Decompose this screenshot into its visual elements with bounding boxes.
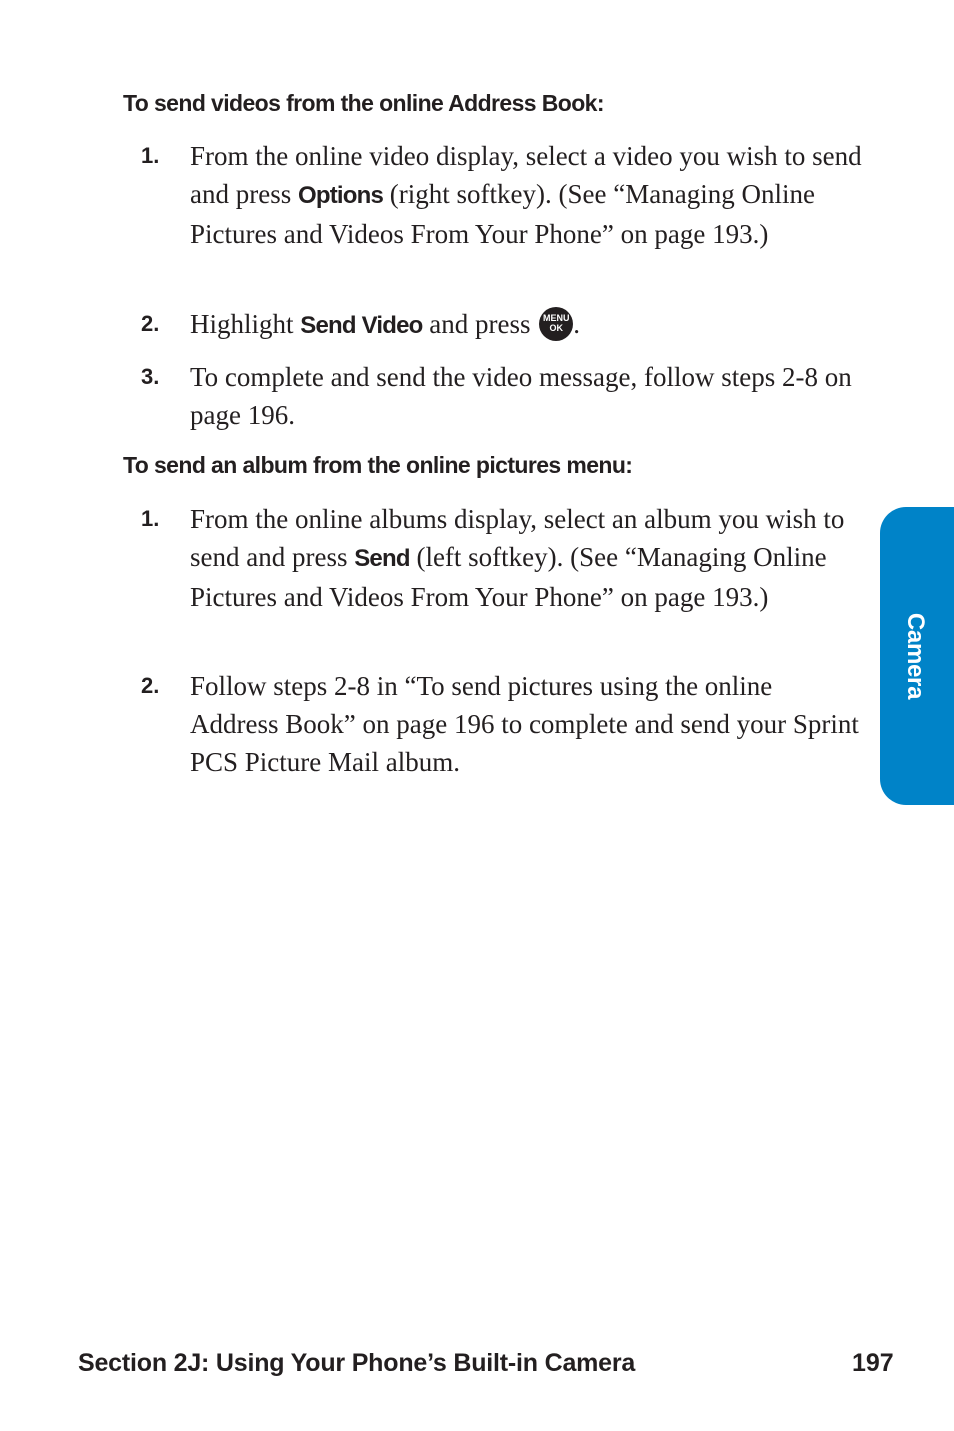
step-text-part: (right softkey). (See “Managing Online Pictures and Videos From Your Phone” on page 193.) [190,179,815,249]
step-number: 1. [141,143,160,168]
menu-item-send-video-label: Send Video [300,312,423,339]
step-text [190,137,862,253]
footer-page-number: 197 [852,1349,894,1377]
step-number: 1. [141,506,160,531]
menu-ok-key-icon [539,307,573,341]
softkey-options-label: Options [297,182,384,209]
section-heading-send-videos: To send videos from the online Address Book: [123,90,604,116]
step-text-part: and press [422,309,538,339]
section-heading-send-album: To send an album from the online pictures menu: [123,452,633,478]
step-text-part: From the online albums display, select an album you wish to send and press [190,504,845,572]
step-text [190,500,862,616]
step-number: 2. [141,673,160,698]
step-number: 3. [141,364,160,389]
step-text: To complete and send the video message, follow steps 2-8 on page 196. [190,362,852,430]
step-text [190,305,862,345]
step-text: Follow steps 2-8 in “To send pictures using the online Address Book” on page 196 to complete and send your Sprint PCS Picture Mail album. [190,671,859,777]
softkey-send-label: Send [354,545,410,572]
chapter-side-tab-label: Camera [902,612,929,700]
footer-section-title: Section 2J: Using Your Phone’s Built-in Camera [78,1349,636,1377]
step-text-part: (left softkey). (See “Managing Online Pictures and Videos From Your Phone” on page 193.) [190,542,827,612]
step-text-part: From the online video display, select a video you wish to send and press [190,141,862,209]
menu-key-line1: MENU [543,313,570,323]
step-text-part: Highlight [190,309,301,339]
menu-key-line2: OK [549,323,564,333]
step-text-part: . [573,309,581,339]
step-number: 2. [141,311,160,336]
